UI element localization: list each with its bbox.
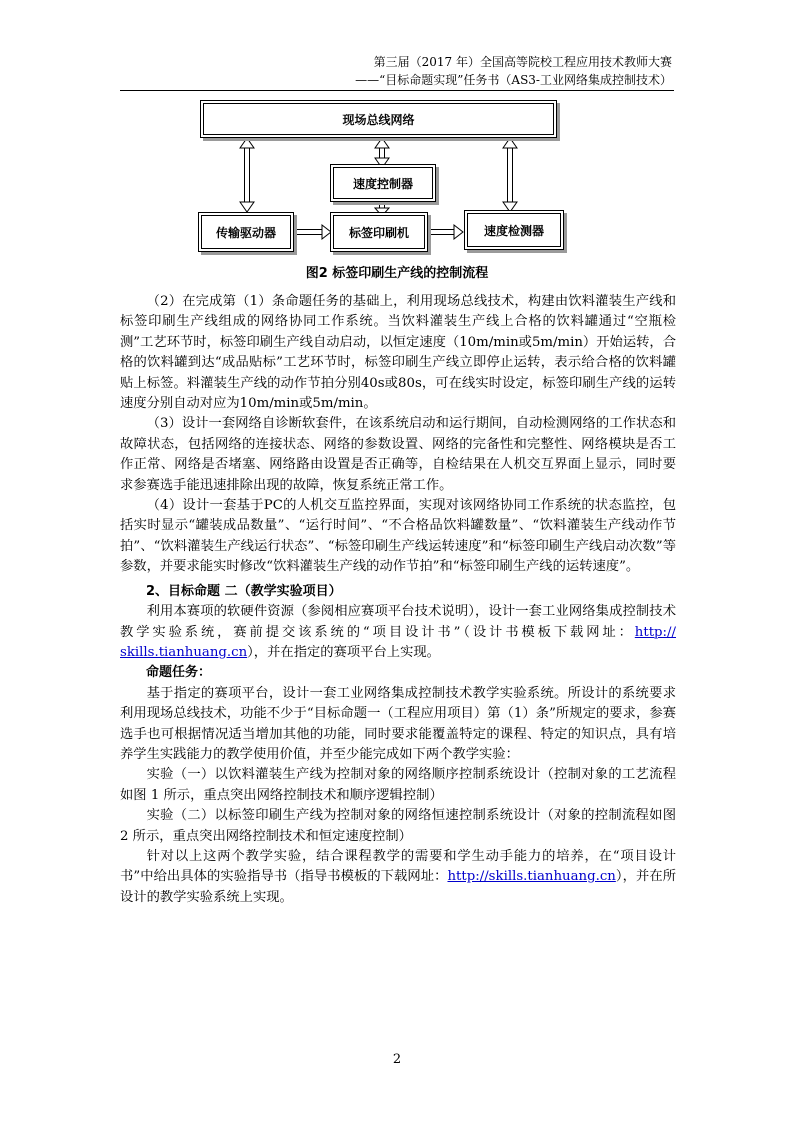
paragraph-3: （3）设计一套网络自诊断软套件，在该系统启动和运行期间，自动检测网络的工作状态和故障状态，包括网络的连接状态、网络的参数设置、网络的完备性和完整性、网络模块是否工作正常、网络是否堵塞、网络路由设置是否正确等，自检结果在人机交互界面上显示，同时要求参赛选手能迅速排除出现的故障，恢复系统正常工作。 <box>120 416 676 493</box>
arrow-fieldbus-transport <box>240 138 254 212</box>
task-paragraph: 基于指定的赛项平台，设计一套工业网络集成控制技术教学实验系统。所设计的系统要求利用现场总线技术，功能不少于“目标命题一（工程应用项目）第（1）条”所规定的要求，参赛选手也可根据情况适当增加其他的功能，同时要求能覆盖特定的课程、特定的知识点，具有培养学生实践能力的教学使用价值，并至少能完成如下两个教学实验： <box>120 685 676 762</box>
arrow-transport-printer <box>292 225 331 239</box>
header-line-2: ——“目标命题实现”任务书（AS3-工业网络集成控制技术） <box>355 73 672 87</box>
guide-download-link[interactable]: http://skills.tianhuang.cn <box>447 869 616 885</box>
label-printer-box <box>330 212 428 252</box>
section-heading-2: 2、目标命题 二（教学实验项目） <box>146 583 342 599</box>
experiment-2: 实验（二）以标签印刷生产线为控制对象的网络恒速控制系统设计（对象的控制流程如图 2 所示，重点突出网络控制技术和恒定速度控制） <box>120 808 676 844</box>
body-text <box>120 292 676 908</box>
control-flow-diagram <box>190 96 570 256</box>
closing-text-after: ），并在所设计的教学实验系统上实现。 <box>120 869 676 905</box>
page-number: 2 <box>392 1052 402 1067</box>
arrow-printer-detector <box>426 225 463 239</box>
speed-detector-label: 速度检测器 <box>483 223 544 238</box>
intro-paragraph <box>120 602 676 663</box>
intro-text-before: 利用本赛项的软硬件资源（参阅相应赛项平台技术说明），设计一套工业网络集成控制技术教学实验系统，赛前提交该系统的“项目设计书”（设计书模板下载网址： <box>120 604 676 640</box>
closing-text-before: 针对以上这两个教学实验，结合课程教学的需要和学生动手能力的培养，在“项目设计书”中给出具体的实验指导书（指导书模板的下载网址： <box>120 848 676 885</box>
fieldbus-network-label: 现场总线网络 <box>342 112 415 127</box>
closing-paragraph <box>120 847 676 908</box>
page-header <box>355 53 672 89</box>
speed-controller-box <box>330 164 436 202</box>
header-line-1: 第三届（2017 年）全国高等院校工程应用技术教师大赛 <box>373 55 672 69</box>
intro-text-after: ），并在指定的赛项平台上实现。 <box>247 644 440 660</box>
transport-driver-box <box>198 212 294 252</box>
arrow-fieldbus-detector <box>503 138 517 212</box>
speed-detector-box <box>464 210 564 250</box>
figure-caption: 图2 标签印刷生产线的控制流程 <box>305 266 489 281</box>
transport-driver-label: 传输驱动器 <box>215 225 276 240</box>
paragraph-4: （4）设计一套基于PC的人机交互监控界面，实现对该网络协同工作系统的状态监控，包括实时显示“罐装成品数量”、“运行时间”、“不合格品饮料罐数量”、“饮料灌装生产线动作节拍”、“饮料灌装生产线运行状态”、“标签印刷生产线运转速度”和“标签印刷生产线启动次数”等参数，并要求能实时修改“饮料灌装生产线的动作节拍”和“标签印刷生产线的运转速度”。 <box>120 498 676 575</box>
template-download-link[interactable]: http:// skills.tianhuang.cn <box>120 624 676 660</box>
paragraph-2: （2）在完成第（1）条命题任务的基础上，利用现场总线技术，构建由饮料灌装生产线和标签印刷生产线组成的网络协同工作系统。当饮料灌装生产线上合格的饮料罐通过“空瓶检测”工艺环节时，标签印刷生产线自动启动，以恒定速度（10m/min或5m/min）开始运转，合格的饮料罐到达“成品贴标”工艺环节时，标签印刷生产线立即停止运转，表示给合格的饮料罐贴上标签。料灌装生产线的动作节拍分别40s或80s，可在线实时设定，标签印刷生产线的运转速度分别自动对应为10m/min或5m/min。 <box>120 294 677 412</box>
experiment-1: 实验（一）以饮料灌装生产线为控制对象的网络顺序控制系统设计（控制对象的工艺流程如图 1 所示，重点突出网络控制技术和顺序逻辑控制） <box>120 767 676 803</box>
speed-controller-label: 速度控制器 <box>352 176 413 191</box>
task-heading: 命题任务： <box>146 665 212 681</box>
header-divider <box>120 90 674 91</box>
fieldbus-network-box <box>200 100 557 138</box>
label-printer-label: 标签印刷机 <box>348 225 409 240</box>
